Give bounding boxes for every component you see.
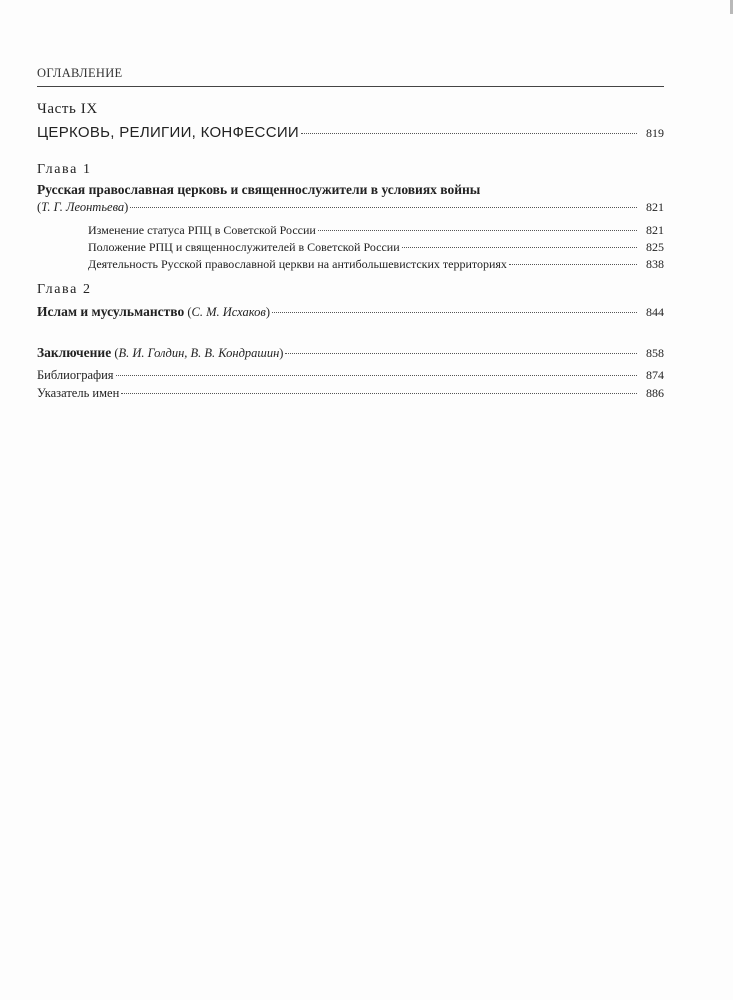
page-number: 874 [646, 368, 664, 382]
conclusion-line: Заключение (В. И. Голдин, В. В. Кондрашин) [37, 345, 284, 360]
toc-entry-chapter-2[interactable] [37, 304, 664, 320]
dot-leader [285, 352, 637, 354]
dot-leader [402, 246, 637, 248]
chapter-1-title[interactable]: Русская православная церковь и священнослужители в условиях войны [37, 182, 481, 197]
toc-entry-section[interactable] [88, 223, 664, 238]
author-name: С. М. Исхаков [191, 305, 266, 319]
page-number: 821 [646, 223, 664, 237]
part-label: Часть IX [37, 101, 98, 117]
page-number: 825 [646, 240, 664, 254]
page-number: 886 [646, 386, 664, 400]
dot-leader [509, 263, 637, 265]
toc-entry-bibliography[interactable] [37, 368, 664, 383]
dot-leader [121, 392, 637, 394]
part-title: ЦЕРКОВЬ, РЕЛИГИИ, КОНФЕССИИ [37, 124, 299, 141]
page-number: 858 [646, 346, 664, 360]
page-number: 819 [646, 126, 664, 140]
section-title: Положение РПЦ и священнослужителей в Советской России [88, 240, 400, 254]
header-rule [37, 86, 664, 87]
author-line: (Т. Г. Леонтьева) [37, 200, 129, 214]
conclusion-title: Заключение [37, 345, 112, 360]
toc-entry-section[interactable] [88, 257, 664, 272]
section-title: Изменение статуса РПЦ в Советской России [88, 223, 316, 237]
bibliography-title: Библиография [37, 368, 114, 382]
section-title: Деятельность Русской православной церкви на антибольшевистских территориях [88, 257, 507, 271]
author-name: Т. Г. Леонтьева [41, 200, 125, 214]
page-number: 821 [646, 200, 664, 214]
chapter-1-label: Глава 1 [37, 162, 92, 177]
page-number: 838 [646, 257, 664, 271]
toc-entry-section[interactable] [88, 240, 664, 255]
toc-entry-part-ix[interactable] [37, 124, 664, 141]
dot-leader [116, 374, 637, 376]
toc-entry-conclusion[interactable] [37, 345, 664, 361]
chapter-2-title: Ислам и мусульманство [37, 304, 185, 319]
chapter-2-label: Глава 2 [37, 282, 92, 297]
toc-entry-chapter-1-author[interactable] [37, 200, 664, 215]
running-head: ОГЛАВЛЕНИЕ [37, 66, 123, 80]
author-name: В. И. Голдин, В. В. Кондрашин [118, 346, 280, 360]
page-number: 844 [646, 305, 664, 319]
chapter-2-title-line: Ислам и мусульманство (С. М. Исхаков) [37, 304, 271, 319]
toc-entry-index[interactable] [37, 386, 664, 401]
dot-leader [318, 229, 637, 231]
index-title: Указатель имен [37, 386, 120, 400]
dot-leader [272, 311, 637, 313]
dot-leader [130, 206, 637, 208]
dot-leader [301, 132, 637, 134]
